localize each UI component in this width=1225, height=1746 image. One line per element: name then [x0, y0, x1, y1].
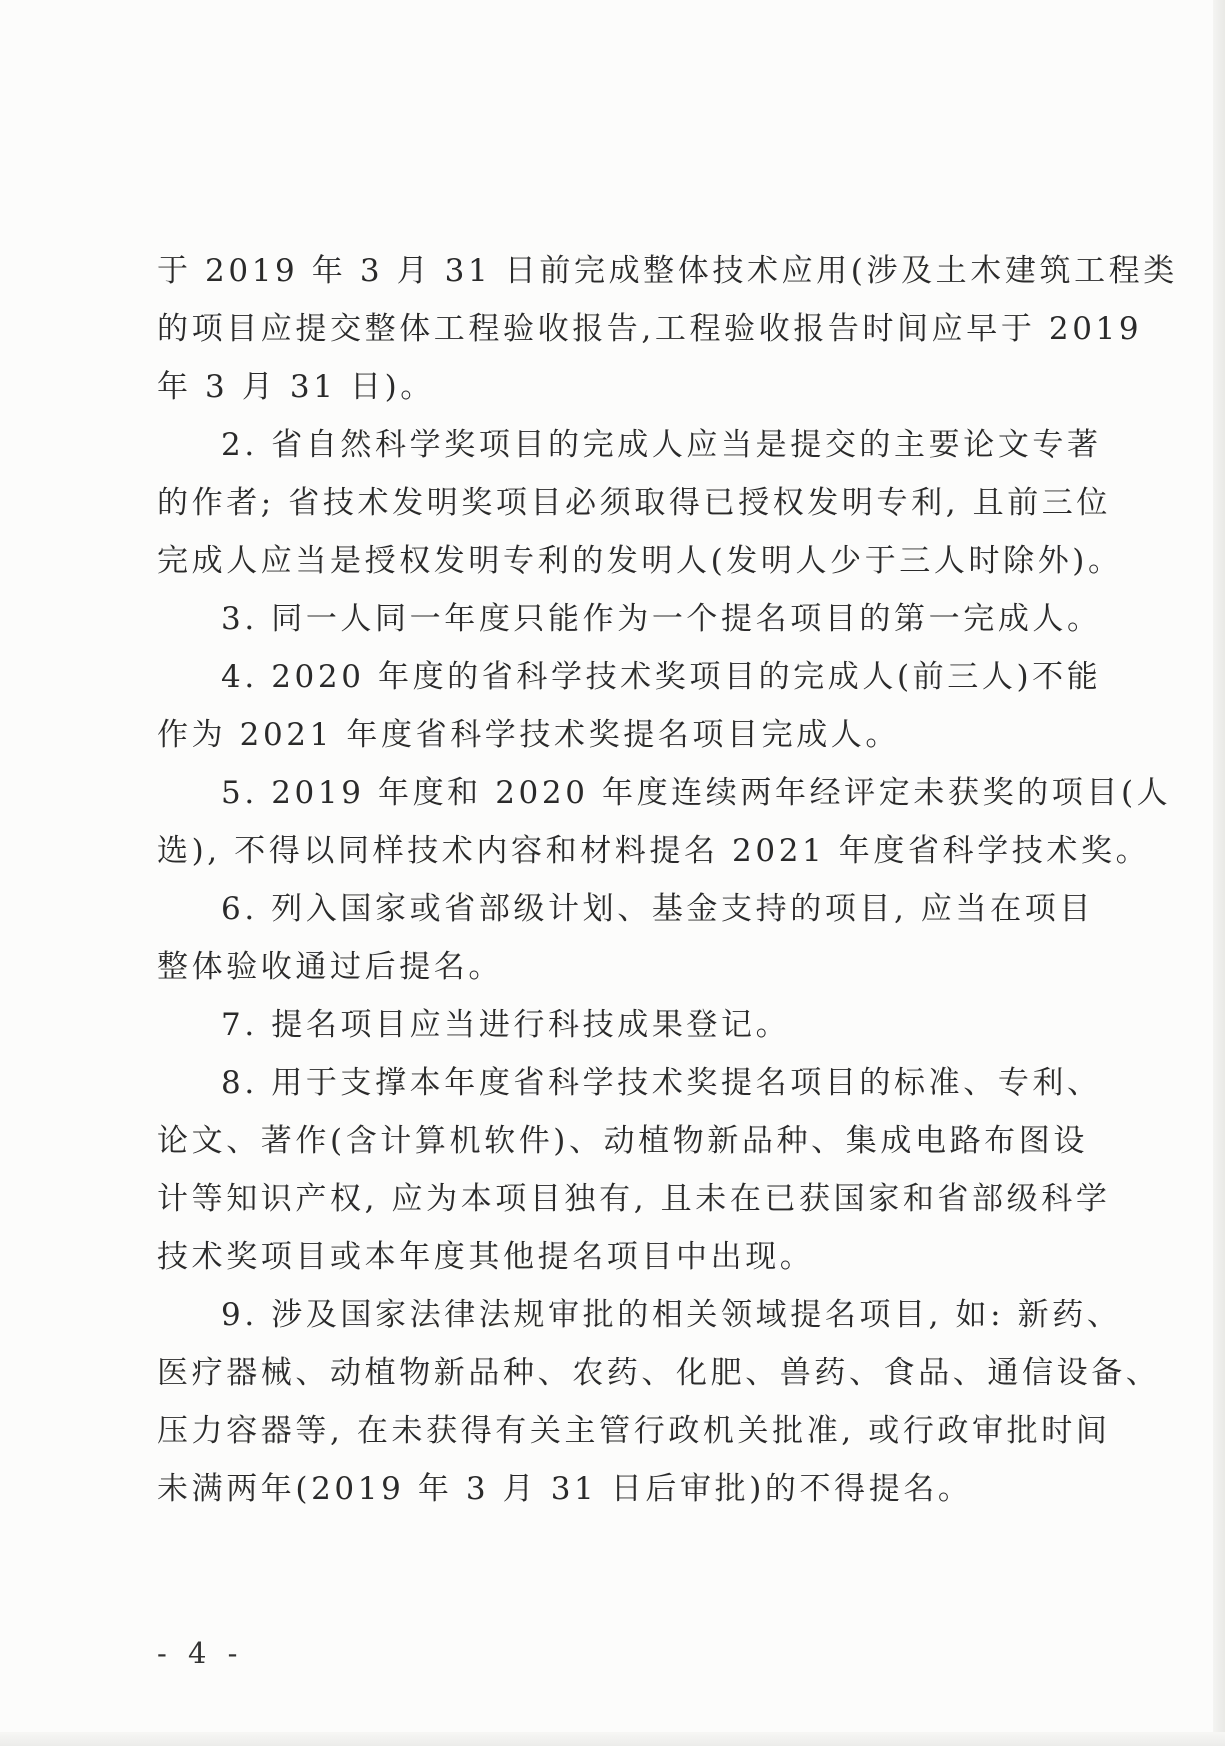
text-line: 未满两年(2019 年 3 月 31 日后审批)的不得提名。 [157, 1471, 973, 1507]
text-line: 的作者; 省技术发明奖项目必须取得已授权发明专利, 且前三位 [157, 485, 1112, 521]
text-line: 9. 涉及国家法律法规审批的相关领域提名项目, 如: 新药、 [221, 1297, 1122, 1333]
text-line: 选), 不得以同样技术内容和材料提名 2021 年度省科学技术奖。 [157, 833, 1151, 869]
text-line: 7. 提名项目应当进行科技成果登记。 [221, 1007, 791, 1043]
text-line: 技术奖项目或本年度其他提名项目中出现。 [157, 1239, 815, 1275]
text-line: 6. 列入国家或省部级计划、基金支持的项目, 应当在项目 [221, 891, 1094, 927]
text-line: 作为 2021 年度省科学技术奖提名项目完成人。 [157, 717, 900, 753]
text-line: 完成人应当是授权发明专利的发明人(发明人少于三人时除外)。 [157, 543, 1123, 579]
text-line: 的项目应提交整体工程验收报告,工程验收报告时间应早于 2019 [157, 311, 1143, 347]
text-line: 5. 2019 年度和 2020 年度连续两年经评定未获奖的项目(人 [221, 775, 1172, 811]
text-line: 压力容器等, 在未获得有关主管行政机关批准, 或行政审批时间 [157, 1413, 1111, 1449]
page-bottom-shadow [0, 1732, 1225, 1746]
text-line: 年 3 月 31 日)。 [157, 369, 435, 405]
text-line: 3. 同一人同一年度只能作为一个提名项目的第一完成人。 [221, 601, 1102, 637]
text-line: 计等知识产权, 应为本项目独有, 且未在已获国家和省部级科学 [157, 1181, 1111, 1217]
text-line: 4. 2020 年度的省科学技术奖项目的完成人(前三人)不能 [221, 659, 1102, 695]
text-line: 2. 省自然科学奖项目的完成人应当是提交的主要论文专著 [221, 427, 1102, 463]
text-line: 于 2019 年 3 月 31 日前完成整体技术应用(涉及土木建筑工程类 [157, 253, 1178, 289]
document-body [157, 242, 1178, 1518]
text-line: 8. 用于支撑本年度省科学技术奖提名项目的标准、专利、 [221, 1065, 1102, 1101]
page-number: - 4 - [157, 1636, 244, 1670]
page-edge-shadow [1213, 0, 1225, 1746]
text-line: 医疗器械、动植物新品种、农药、化肥、兽药、食品、通信设备、 [157, 1355, 1161, 1391]
text-line: 论文、著作(含计算机软件)、动植物新品种、集成电路布图设 [157, 1123, 1088, 1159]
text-line: 整体验收通过后提名。 [157, 949, 503, 985]
